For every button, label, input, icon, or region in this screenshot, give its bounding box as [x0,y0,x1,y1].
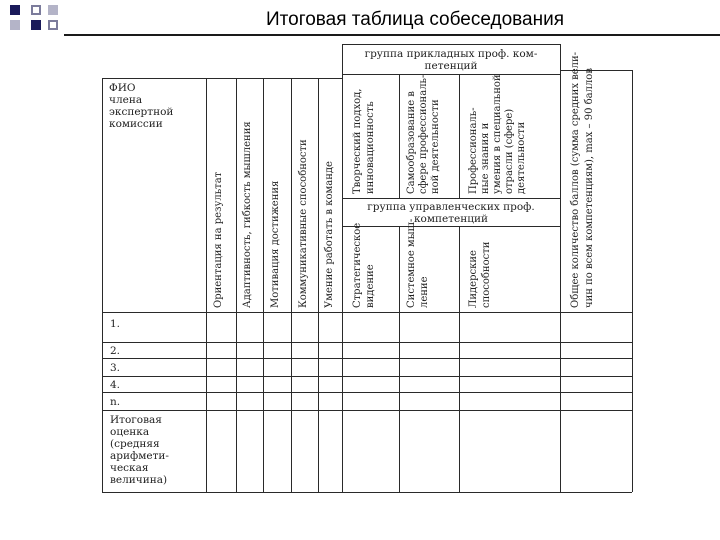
col-leadership-line-2: способности [481,241,492,308]
col-creative-line-2: инновационность [365,101,376,194]
vline-mgmt-1 [399,226,400,492]
vline-applied-left [342,44,343,492]
col-total-line-2: чин по всем компетенциям), max – 90 баллов [584,68,595,308]
group-applied-line-1: группа прикладных проф. ком- [364,48,538,60]
col-systems-line-2: ление [419,276,430,308]
col-communication: Коммуникативные способности [298,139,309,308]
vline-col3 [263,78,264,492]
vline-col1 [206,78,207,492]
vline-col4 [291,78,292,492]
vline-col2 [236,78,237,492]
group-applied-line-2: петенций [424,60,478,72]
col-teamwork: Умение работать в команде [324,161,335,308]
row-label-2: 2. [110,345,121,357]
bullet-square-hollow [31,5,41,15]
col-self-education-line-1: Самообразование в [406,91,417,194]
col-achievement-motivation: Мотивация достижения [270,180,281,308]
col-self-education-line-2: сфере профессиональ- [418,74,429,194]
col-self-education-line-3: ной деятельности [430,99,441,194]
col-systems-line-1: Системное мыш- [406,218,417,308]
vline-applied-right [560,44,561,492]
line-bottom [102,492,632,493]
col-result-orientation: Ориентация на результат [213,171,224,308]
vline-mgmt-2 [459,226,460,492]
line-row-2 [102,358,632,359]
col-prof-knowledge-line-5: деятельности [516,121,527,194]
bullet-square-dark [10,5,20,15]
corner-label-line-3: экспертной [109,106,174,118]
bullet-square-light-2 [48,5,58,15]
bullet-square-light [10,20,20,30]
col-prof-knowledge-line-1: Профессиональ- [468,107,479,194]
final-row-line-3: (средняя [110,438,160,450]
col-creative-line-1: Творческий подход, [352,88,363,194]
corner-label-line-1: ФИО [109,82,136,94]
col-leadership-line-1: Лидерские [468,250,479,308]
col-prof-knowledge-line-3: умения в специальной [492,74,503,194]
vline-applied-1 [399,74,400,198]
corner-label-line-4: комиссии [109,118,163,130]
vline-col5 [318,78,319,492]
line-top-main [102,78,342,79]
vline-left [102,78,103,492]
line-row-3 [102,376,632,377]
final-row-line-1: Итоговая [110,414,162,426]
col-strategic-line-1: Стратегическое [352,222,363,308]
group-mgmt-line-2: компетенций [413,213,489,225]
row-label-n: n. [110,396,121,408]
bullet-square-hollow-2 [48,20,58,30]
vline-right [632,70,633,492]
line-applied-group [342,74,560,75]
col-total-line-1: Общее количество баллов (сумма средних вели- [570,51,581,308]
line-top-applied [342,44,560,45]
col-prof-knowledge-line-2: ные знания и [480,122,491,194]
final-row-line-2: оценка [110,426,150,438]
row-label-1: 1. [110,318,121,330]
col-strategic-line-2: видение [365,264,376,308]
line-header-bottom [102,312,632,313]
line-mgmt-top [342,198,560,199]
final-row-line-4: арифмети- [110,450,169,462]
final-row-line-5: ческая [110,462,149,474]
bullet-square-dark-2 [31,20,41,30]
col-adaptivity: Адаптивность, гибкость мышления [242,121,253,308]
line-row-1 [102,342,632,343]
row-label-4: 4. [110,379,121,391]
vline-applied-2 [459,74,460,198]
line-row-n [102,410,632,411]
line-mgmt-group [342,226,560,227]
final-row-line-6: величина) [110,474,168,486]
group-mgmt-line-1: группа управленческих проф. [367,201,535,213]
slide-title: Итоговая таблица собеседования [266,9,564,30]
line-row-4 [102,392,632,393]
corner-label-line-2: члена [109,94,143,106]
row-label-3: 3. [110,362,121,374]
col-prof-knowledge-line-4: отрасли (сфере) [504,108,515,194]
title-underline [64,34,720,36]
